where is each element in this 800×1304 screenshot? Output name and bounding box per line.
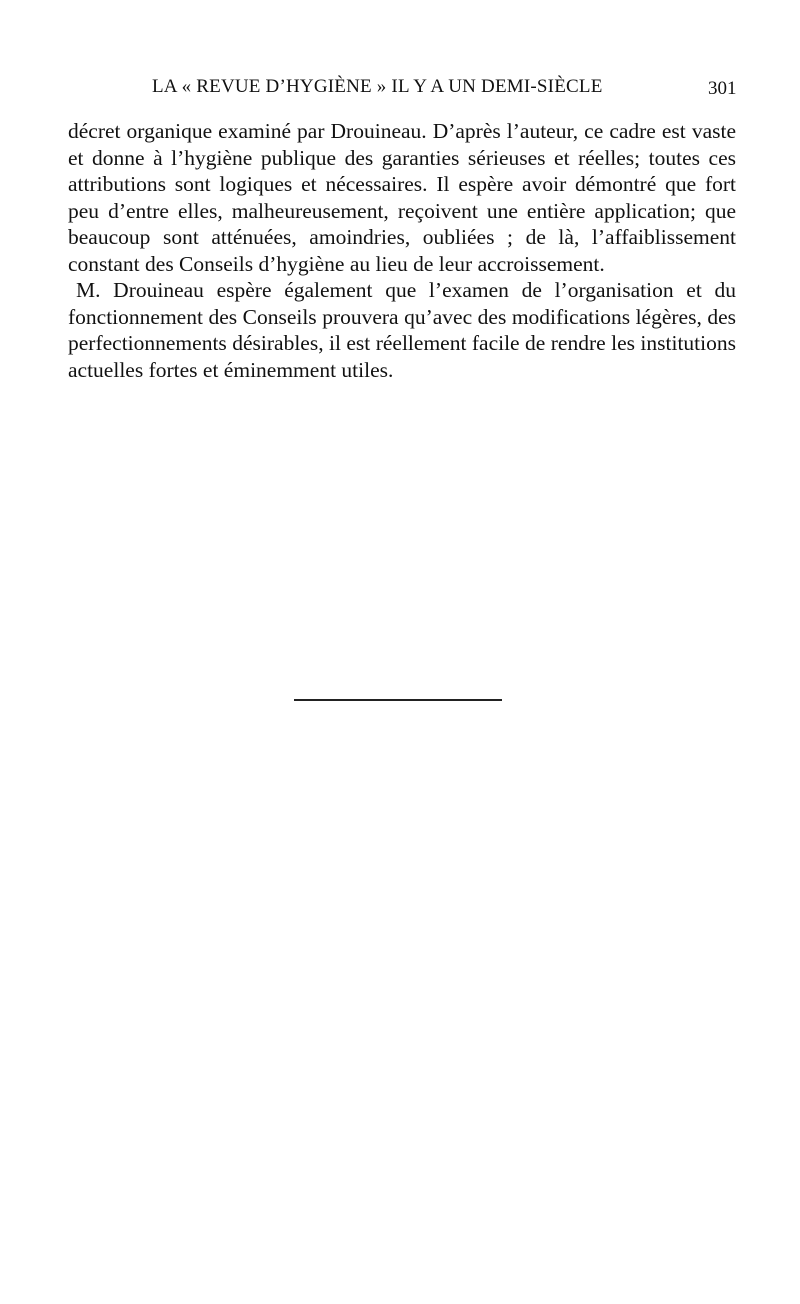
- body-text: [68, 118, 736, 383]
- running-title: LA « REVUE D’HYGIÈNE » IL Y A UN DEMI-SIÈCLE: [152, 76, 603, 97]
- page-number: 301: [708, 78, 737, 99]
- paragraph-continuation: décret organique examiné par Drouineau. D’après l’auteur, ce cadre est vaste et donne à l’hygiène publique des garanties sérieuses et réelles; toutes ces attributions sont logiques et nécessaires. Il espère avoir démontré que fort peu d’entre elles, malheureusement, reçoivent une entière application; que beaucoup sont atténuées, amoindries, oubliées ; de là, l’affaiblissement constant des Conseils d’hygiène au lieu de leur accroissement.: [68, 119, 736, 276]
- running-head: [0, 76, 800, 102]
- section-end-rule: [294, 699, 502, 701]
- paragraph-drouineau: M. Drouineau espère également que l’examen de l’organisation et du fonctionnement des Conseils prouvera qu’avec des modifications légères, des perfectionnements désirables, il est réellement facile de rendre les institutions actuelles fortes et éminemment utiles.: [68, 278, 736, 382]
